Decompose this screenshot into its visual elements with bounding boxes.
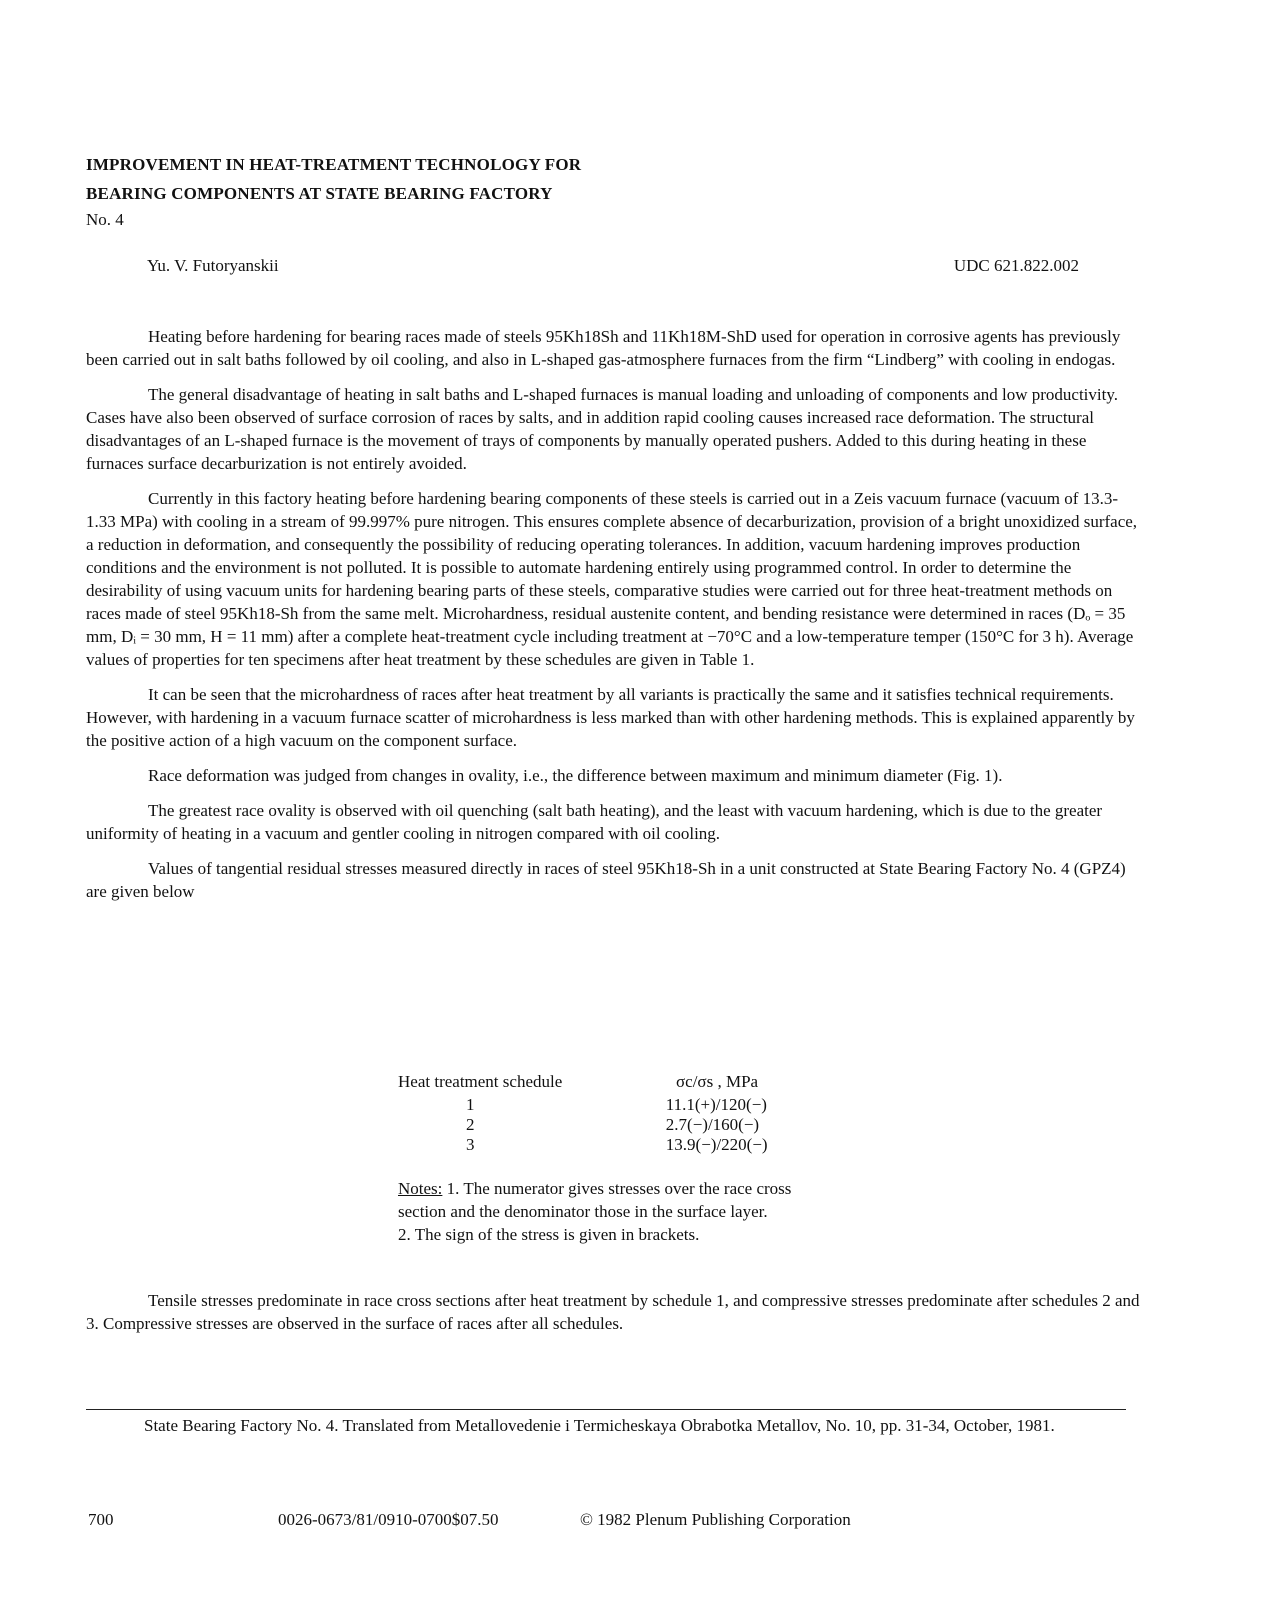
article-code: 0026-0673/81/0910-0700$07.50 [278,1510,499,1529]
note-1-text: 1. The numerator gives stresses over the race cross section and the denominator those in the surface layer. [398,1179,792,1221]
stress-value-cell: 2.7(−)/160(−) [665,1115,760,1134]
stress-value-cell: 11.1(+)/120(−) [665,1095,767,1114]
note-1 [398,1177,818,1223]
paragraph: Race deformation was judged from changes in ovality, i.e., the difference between maximum and minimum diameter (Fig. 1). [148,766,1003,785]
udc-code: UDC 621.822.002 [953,256,1079,275]
title-line-1: IMPROVEMENT IN HEAT-TREATMENT TECHNOLOGY FOR [86,155,582,174]
schedule-cell: 3 [466,1135,475,1154]
issue-number: No. 4 [86,210,124,229]
paragraph: Currently in this factory heating before hardening bearing components of these steels is carried out in a Zeis vacuum furnace (vacuum of 13.3-1.33 MPa) with cooling in a stream of 99.997% pure nitrogen. This ensures complete absence of decarburization, provision of a bright unoxidized surface, a reduction in deformation, and consequently the possibility of reducing operating tolerances. In addition, vacuum hardening improves production conditions and the environment is not polluted. It is possible to automate hardening entirely using programmed control. In order to determine the desirability of using vacuum units for hardening bearing parts of these steels, comparative studies were carried out for three heat-treatment methods on races made of steel 95Kh18-Sh from the same melt. Microhardness, residual austenite content, and bending resistance were determined in races (Dₒ = 35 mm, Dᵢ = 30 mm, H = 11 mm) after a complete heat-treatment cycle including treatment at −70°C and a low-temperature temper (150°C for 3 h). Average values of properties for ten specimens after heat treatment by these schedules are given in Table 1. [86,489,1138,669]
title-line-2: BEARING COMPONENTS AT STATE BEARING FACTORY [86,184,553,203]
footnote-text: State Bearing Factory No. 4. Translated from Metallovedenie i Termicheskaya Obrabotka Metallov, No. 10, pp. 31-34, October, 1981. [144,1416,1055,1435]
footnote [86,1414,1146,1437]
page-number: 700 [88,1510,114,1529]
notes-label: Notes: [398,1179,443,1198]
table-row [398,1115,818,1135]
paragraph: The general disadvantage of heating in salt baths and L-shaped furnaces is manual loading and unloading of components and low productivity. Cases have also been observed of surface corrosion of races by salts, and in addition rapid cooling causes increased race deformation. The structural disadvantages of an L-shaped furnace is the movement of trays of components by manually operated pushers. Added to this during heating in these furnaces surface decarburization is not entirely avoided. [86,385,1118,473]
paragraph: Heating before hardening for bearing races made of steels 95Kh18Sh and 11Kh18M-ShD used for operation in corrosive agents has previously been carried out in salt baths followed by oil cooling, and also in L-shaped gas-atmosphere furnaces from the firm “Lindberg” with cooling in endogas. [86,327,1121,369]
table-row [398,1095,818,1115]
schedule-cell: 2 [466,1115,475,1134]
paragraph: It can be seen that the microhardness of races after heat treatment by all variants is practically the same and it satisfies technical requirements. However, with hardening in a vacuum furnace scatter of microhardness is less marked than with other hardening methods. This is explained apparently by the positive action of a high vacuum on the component surface. [86,685,1135,750]
article-body [86,325,1146,915]
stress-table-header [398,1069,818,1095]
stress-column-header: σc/σs , MPa [676,1072,759,1091]
closing-paragraph [86,1289,1146,1335]
table-row [398,1135,818,1155]
schedule-cell: 1 [466,1095,475,1114]
author-name: Yu. V. Futoryanskii [147,256,279,275]
article-title [86,150,786,208]
paragraph: Tensile stresses predominate in race cross sections after heat treatment by schedule 1, and compressive stresses predominate after schedules 2 and 3. Compressive stresses are observed in the surface of races after all schedules. [86,1291,1140,1333]
note-2: 2. The sign of the stress is given in brackets. [398,1225,700,1244]
table-notes [398,1177,818,1246]
paragraph: The greatest race ovality is observed with oil quenching (salt bath heating), and the least with vacuum hardening, which is due to the greater uniformity of heating in a vacuum and gentler cooling in nitrogen compared with oil cooling. [86,801,1103,843]
footnote-divider [86,1409,1126,1410]
stress-table [398,1069,818,1155]
stress-value-cell: 13.9(−)/220(−) [665,1135,768,1154]
schedule-column-header: Heat treatment schedule [398,1072,563,1091]
paragraph: Values of tangential residual stresses measured directly in races of steel 95Kh18-Sh in a unit constructed at State Bearing Factory No. 4 (GPZ4) are given below [86,859,1126,901]
copyright: © 1982 Plenum Publishing Corporation [580,1510,851,1529]
